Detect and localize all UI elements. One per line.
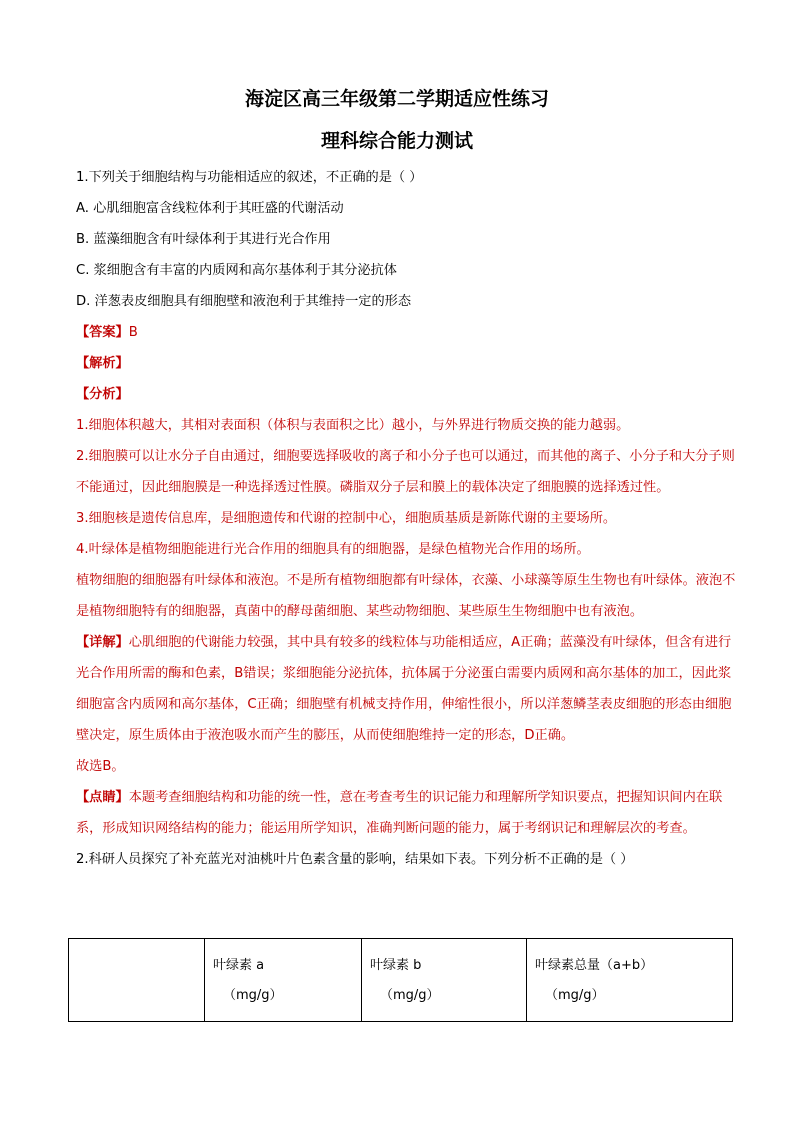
table-header-chlorophyll-a: 叶绿素 a （mg/g） <box>205 939 362 1022</box>
analysis-point-5: 植物细胞的细胞器有叶绿体和液泡。不是所有植物细胞都有叶绿体，衣藻、小球藻等原生生物也有叶绿体。液泡不是植物细胞特有的细胞器，真菌中的酵母菌细胞、某些动物细胞、某些原生生物细胞中也有液泡。 <box>76 573 736 619</box>
table-header-row <box>69 939 733 1022</box>
analysis-point-3: 3.细胞核是遗传信息库，是细胞遗传和代谢的控制中心，细胞质基质是新陈代谢的主要场所。 <box>76 511 617 526</box>
comment-tag: 【点睛】 <box>76 790 129 805</box>
fenxi-heading: 【分析】 <box>76 387 129 402</box>
option-c: C. 浆细胞含有丰富的内质网和高尔基体利于其分泌抗体 <box>76 263 397 278</box>
analysis-point-1: 1.细胞体积越大，其相对表面积（体积与表面积之比）越小，与外界进行物质交换的能力越弱。 <box>76 418 630 433</box>
analysis-heading: 【解析】 <box>76 356 129 371</box>
option-b: B. 蓝藻细胞含有叶绿体利于其进行光合作用 <box>76 232 331 247</box>
page-subtitle: 理科综合能力测试 <box>320 130 473 152</box>
analysis-point-2: 2.细胞膜可以让水分子自由通过，细胞要选择吸收的离子和小分子也可以通过，而其他的离子、小分子和大分子则不能通过，因此细胞膜是一种选择透过性膜。磷脂双分子层和膜上的载体决定了细胞膜的选择透过性。 <box>76 449 735 495</box>
answer-value: B <box>128 325 138 340</box>
analysis-point-4: 4.叶绿体是植物细胞能进行光合作用的细胞具有的细胞器，是绿色植物光合作用的场所。 <box>76 542 590 557</box>
answer-line <box>76 317 736 348</box>
question-1-stem: 1.下列关于细胞结构与功能相适应的叙述，不正确的是（ ） <box>76 170 423 185</box>
option-d: D. 洋葱表皮细胞具有细胞壁和液泡利于其维持一定的形态 <box>76 294 412 309</box>
comment-paragraph <box>76 782 736 844</box>
detail-text: 心肌细胞的代谢能力较强，其中具有较多的线粒体与功能相适应，A正确；蓝藻没有叶绿体，但含有进行光合作用所需的酶和色素，B错误；浆细胞能分泌抗体，抗体属于分泌蛋白需要内质网和高尔基体的加工，因此浆细胞富含内质网和高尔基体，C正确；细胞壁有机械支持作用，伸缩性很小，所以洋葱鳞茎表皮细胞的形态由细胞壁决定，原生质体由于液泡吸水而产生的膨压，从而使细胞维持一定的形态，D正确。 <box>76 635 732 743</box>
pigment-table <box>68 938 733 1022</box>
question-content <box>76 162 736 875</box>
table-header-chlorophyll-b: 叶绿素 b （mg/g） <box>362 939 527 1022</box>
question-2-stem: 2.科研人员探究了补充蓝光对油桃叶片色素含量的影响，结果如下表。下列分析不正确的是（ ） <box>76 852 634 867</box>
answer-tag: 【答案】 <box>76 325 129 340</box>
detail-paragraph <box>76 627 736 751</box>
comment-text: 本题考查细胞结构和功能的统一性，意在考查考生的识记能力和理解所学知识要点，把握知识间内在联系，形成知识网络结构的能力；能运用所学知识，准确判断问题的能力，属于考纲识记和理解层次的考查。 <box>76 790 723 836</box>
conclusion-text: 故选B。 <box>76 759 125 774</box>
page-title: 海淀区高三年级第二学期适应性练习 <box>244 88 549 110</box>
option-a: A. 心肌细胞富含线粒体利于其旺盛的代谢活动 <box>76 201 344 216</box>
table-header-chlorophyll-total: 叶绿素总量（a+b） （mg/g） <box>527 939 733 1022</box>
table-header-empty <box>69 939 205 1022</box>
detail-tag: 【详解】 <box>76 635 129 650</box>
